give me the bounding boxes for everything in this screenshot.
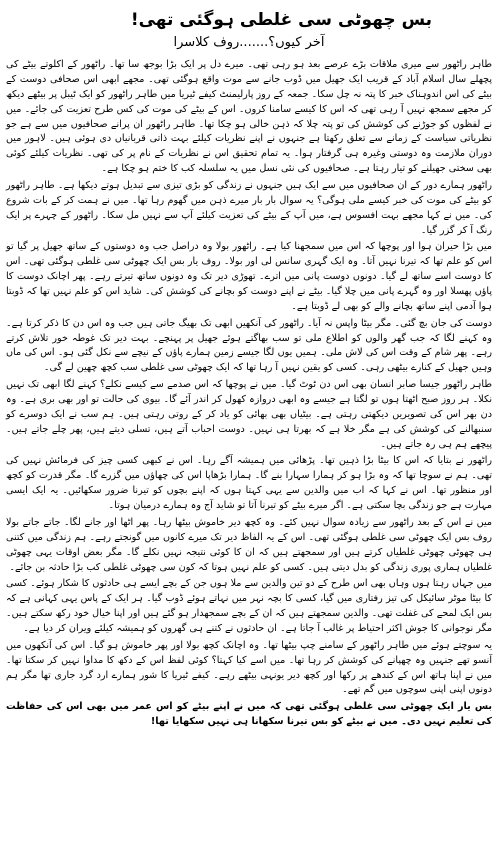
article-paragraph: طاہر راٹھور جیسا صابر انسان بھی اس دن ٹوٹ گیا۔ میں نے پوچھا کہ اس صدمے سے کیسے نکلے؟ کہنے لگا ابھی تک نہیں نکلا۔ ہر روز صبح اٹھتا ہوں تو لگتا ہے جیسے وہ ابھی دروازہ کھول کر اندر آئے گا۔ بیوی کی حالت تو اور بھی بری ہے۔ وہ دن بھر اس کی تصویریں دیکھتی رہتی ہے۔ بیٹیاں بھی بھائی کو یاد کر کے روتی رہتی ہیں۔ ہم سب نے ایک دوسرے کو سنبھالنے کی کوشش کی ہے مگر خلا ہے کہ بھرتا ہی نہیں۔ دوست احباب آتے ہیں، تسلی دیتے ہیں، پھر چلے جاتے ہیں۔ پیچھے ہم ہی رہ جاتے ہیں۔ (6, 379, 492, 450)
article-paragraph: میں نے اس کے بعد راٹھور سے زیادہ سوال نہیں کئے۔ وہ کچھ دیر خاموش بیٹھا رہا۔ پھر اٹھا اور جانے لگا۔ جاتے جاتے بولا روف بس ایک چھوٹی سی غلطی ہوگئی تھی۔ اس کے یہ الفاظ دیر تک میرے کانوں میں گونجتے رہے۔ ہم زندگی میں کتنی ہی چھوٹی چھوٹی غلطیاں کرتے ہیں اور سمجھتے ہیں کہ ان کا کوئی نتیجہ نہیں نکلے گا۔ مگر بعض اوقات یہی چھوٹی غلطیاں ہماری پوری زندگی کو بدل دیتی ہیں۔ کسی کو علم نہیں ہوتا کہ کون سی چھوٹی غلطی کب بڑا حادثہ بن جائے۔ (6, 516, 492, 573)
article-paragraph: دوست کی جان بچ گئی۔ مگر بیٹا واپس نہ آیا۔ راٹھور کی آنکھیں ابھی تک بھیگ جاتی ہیں جب وہ اس دن کا ذکر کرتا ہے۔ وہ کہنے لگا کہ جب گھر والوں کو اطلاع ملی تو سب بھاگتے ہوئے جھیل پر پہنچے۔ بہت دیر تک غوطہ خور تلاش کرتے رہے۔ پھر شام کے وقت اس کی لاش ملی۔ ہمیں یوں لگا جیسے زمین ہمارے پاؤں کے نیچے سے نکل گئی ہو۔ اس کی ماں وہیں جھیل کے کنارے بیٹھی رہی۔ کسی کو یقین نہیں آ رہا تھا کہ ایک چھوٹی سی غلطی سب کچھ چھین لے گی۔ (6, 317, 492, 374)
article-paragraph: راٹھور ہمارے دور کے ان صحافیوں میں سے ایک ہیں جنہوں نے زندگی کو بڑی تیزی سے تبدیل ہوتے دیکھا ہے۔ طاہر راٹھور کو بیٹے کی موت کی خبر کیسے ملی ہوگی؟ یہ سوال بار بار میرے ذہن میں گھوم رہا تھا۔ میں نے ہمت کر کے بات شروع کی۔ میں نے کہا مجھے بہت افسوس ہے، میں آپ کے بیٹے کی تعزیت کیلئے آپ سے نہیں مل سکا۔ راٹھور کے چہرے پر ایک رنگ آ کر گزر گیا۔ (6, 180, 492, 236)
article-paragraph: طاہر راٹھور سے میری ملاقات بڑے عرصے بعد ہو رہی تھی۔ میرے دل پر ایک بڑا بوجھ سا تھا۔ راٹھور کے اکلوتے بیٹے کی پچھلے سال اسلام آباد کے قریب ایک جھیل میں ڈوب جانے سے موت واقع ہوگئی تھی۔ مجھے ابھی اس صحافی دوست کے بیٹے کی اس اندوہناک خبر کا پتہ نہ چل سکا۔ جمعہ کے روز پارلیمنٹ کیفے ٹیریا میں طاہر راٹھور کو ایک ٹیبل پر بیٹھے دیکھ کر مجھے سمجھ نہیں آ رہی تھی کہ اس کا کیسے سامنا کروں۔ اس کے بیٹے کی موت کی کس طرح تعزیت کی جائے۔ میں نے لفظوں کو جوڑنے کی کوشش کی تو پتہ چلا کہ ذہن خالی ہو چکا تھا۔ طاہر راٹھور ان پرانے صحافیوں میں سے ہے جو نظریاتی سیاست کے زمانے سے تعلق رکھتا ہے جنہوں نے اپنے نظریات کیلئے بہت ذاتی قربانیاں دی ہوئی ہیں۔ لاہور میں دوران ملازمت وہ دوستی وغیرہ ہی گرفتار ہوا۔ یہ تمام تحقیق اس نے نظریات کے نام پر کی تھی۔ نظریات کیلئے کوئی بھی سختی جھیلنے کو تیار رہتا ہے۔ صحافیوں کی نئی نسل میں یہ سلسلہ کب کا ختم ہو چکا ہے۔ (6, 59, 492, 175)
article-paragraph: میں بڑا حیران ہوا اور پوچھا کہ اس میں سمجھنا کیا ہے۔ راٹھور بولا وہ دراصل جب وہ دوستوں کے ساتھ جھیل پر گیا تو اس کو علم تھا کہ تیرنا نہیں آتا۔ وہ ایک گہری سانس لی اور بولا۔ روف یار بس ایک چھوٹی سی غلطی ہوگئی تھی۔ اس کا دوست اسے ساتھ لے گیا۔ دونوں دوست پانی میں اترے۔ تھوڑی دیر تک وہ دونوں ساتھ تیرتے رہے۔ پھر اچانک دوست کا پاؤں پھسلا اور وہ گہرے پانی میں چلا گیا۔ بیٹے نے اپنے دوست کو بچانے کی کوشش کی۔ شاید اس کو علم نہیں تھا کہ ڈوبتا ہوا آدمی اپنے ساتھ بچانے والے کو بھی لے ڈوبتا ہے۔ (6, 241, 492, 312)
article-paragraph: یہ سوچتے ہوئے میں طاہر راٹھور کے سامنے چپ بیٹھا تھا۔ وہ اچانک کچھ بولا اور پھر خاموش ہو گیا۔ اس کی آنکھوں میں آنسو تھے جنہیں وہ چھپانے کی کوشش کر رہا تھا۔ میں اسے کیا کہتا؟ کوئی لفظ اس کے دکھ کا مداوا نہیں کر سکتا تھا۔ میں نے اپنا ہاتھ اس کے کندھے پر رکھا اور کچھ دیر یونہی بیٹھے رہے۔ کیفے ٹیریا کا شور ہمارے ارد گرد جاری تھا مگر ہم دونوں اپنی اپنی سوچوں میں گم تھے۔ (6, 639, 492, 696)
article-paragraph: میں جہاں رہتا ہوں وہاں بھی اس طرح کے دو تین والدین سے ملا ہوں جن کے بچے ایسے ہی حادثوں کا شکار ہوئے۔ کسی کا بیٹا موٹر سائیکل کی تیز رفتاری میں گیا، کسی کا بچہ نہر میں نہاتے ہوئے ڈوب گیا۔ ہر ایک کے پاس یہی کہانی ہے کہ بس ایک لمحے کی غفلت تھی۔ والدین سمجھتے ہیں کہ ان کے بچے سمجھدار ہو گئے ہیں اور اپنا خیال خود رکھ سکتے ہیں۔ مگر نوجوانی کا جوش اکثر احتیاط پر غالب آ جاتا ہے۔ ان حادثوں نے کتنے ہی گھروں کو ہمیشہ کیلئے ویران کر دیا ہے۔ (6, 578, 492, 634)
article-closing-line: بس یار ایک چھوٹی سی غلطی ہوگئی تھی کہ میں نے اپنے بیٹے کو اس عمر میں بھی اس کی حفاظت کی تعلیم نہیں دی۔ میں نے بیٹے کو بس تیرنا سکھانا ہی نہیں سکھایا تھا! (6, 701, 492, 728)
article-byline: آخر کیوں؟.......روف کلاسرا (173, 35, 325, 51)
article-paragraph: راٹھور نے بتایا کہ اس کا بیٹا بڑا ذہین تھا۔ پڑھائی میں ہمیشہ آگے رہا۔ اس نے کبھی کسی چیز کی فرمائش نہیں کی تھی۔ ہم نے سوچا تھا کہ وہ بڑا ہو کر ہمارا سہارا بنے گا۔ ہمارا بڑھاپا اس کی چھاؤں میں گزرے گا۔ مگر قدرت کو کچھ اور منظور تھا۔ اس نے کہا کہ اب میں والدین سے یہی کہتا ہوں کہ اپنے بچوں کو تیرنا ضرور سکھائیں۔ یہ ایک ایسی مہارت ہے جو زندگی بچا سکتی ہے۔ اگر میرے بیٹے کو تیرنا آتا تو شاید آج وہ ہمارے درمیان ہوتا۔ (6, 455, 492, 512)
article-body (6, 58, 492, 730)
article-headline: بس چھوٹی سی غلطی ہوگئی تھی! (130, 10, 432, 30)
